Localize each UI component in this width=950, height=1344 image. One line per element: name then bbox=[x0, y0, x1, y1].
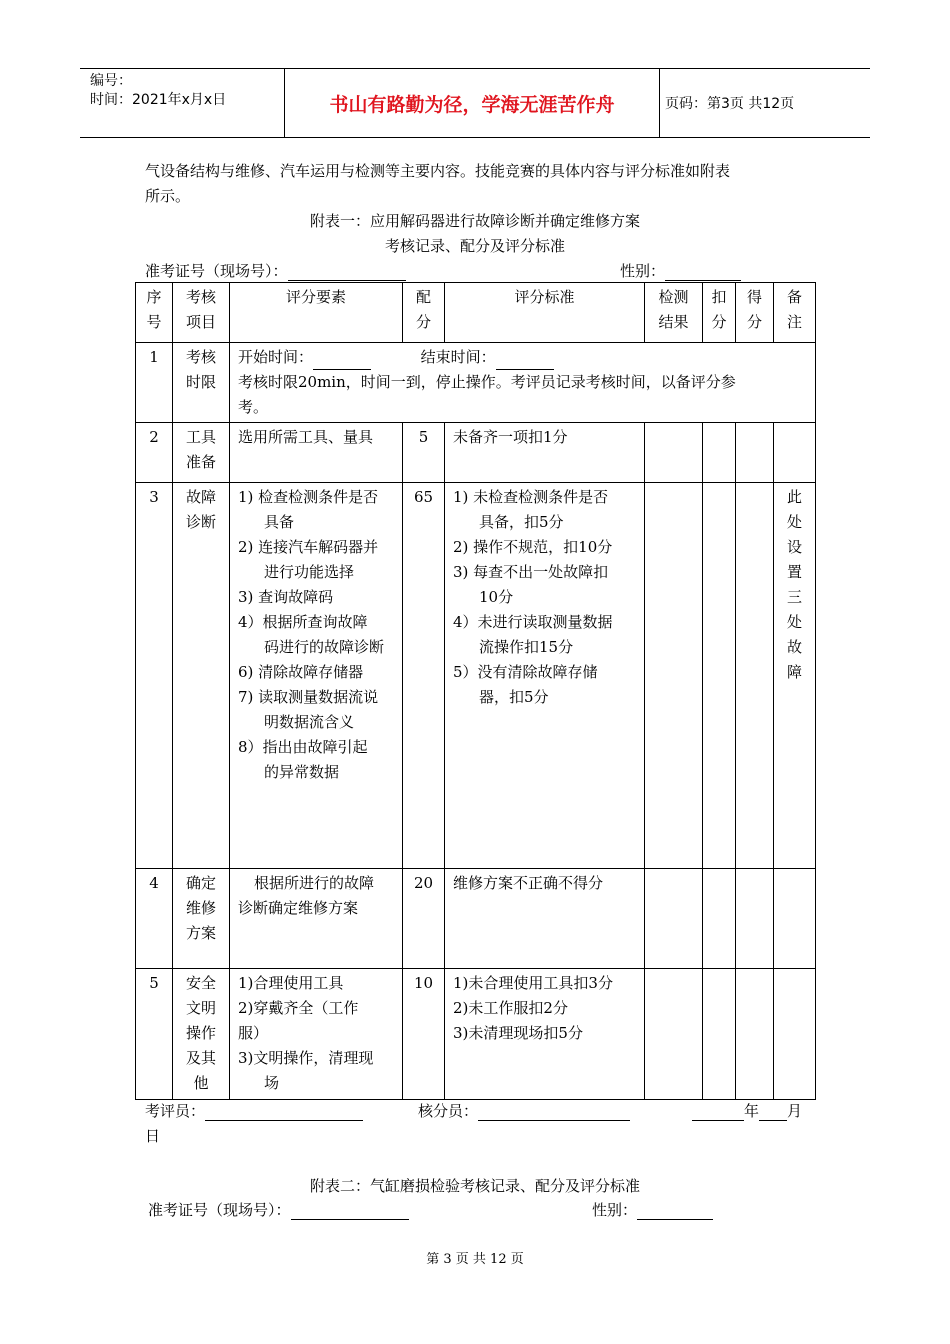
table-row bbox=[136, 869, 816, 969]
header-result: 检测 结果 bbox=[645, 283, 703, 343]
table2-cert-field: 准考证号（现场号）： bbox=[148, 1199, 409, 1220]
checker-field: 核分员： bbox=[418, 1100, 630, 1121]
row1-item: 考核 时限 bbox=[173, 343, 230, 423]
table2-title: 附表二：气缸磨损检验考核记录、配分及评分标准 bbox=[309, 1177, 640, 1195]
row4-elements: 根据所进行的故障 诊断确定维修方案 bbox=[230, 869, 403, 969]
header-item: 考核 项目 bbox=[173, 283, 230, 343]
table-row bbox=[136, 483, 816, 869]
header-page-label: 页码：第3页 共12页 bbox=[665, 96, 795, 112]
row2-points: 5 bbox=[403, 423, 445, 483]
row3-score bbox=[736, 483, 774, 869]
row4-result bbox=[645, 869, 703, 969]
row4-deduct bbox=[703, 869, 736, 969]
row4-points: 20 bbox=[403, 869, 445, 969]
header-elements: 评分要素 bbox=[230, 283, 403, 343]
table1-subtitle: 考核记录、配分及评分标准 bbox=[384, 237, 565, 255]
page-header bbox=[80, 68, 870, 138]
row4-score bbox=[736, 869, 774, 969]
row5-points: 10 bbox=[403, 969, 445, 1100]
header-motto: 书山有路勤为径，学海无涯苦作舟 bbox=[284, 69, 660, 137]
table-header-row bbox=[136, 283, 816, 343]
row2-remark bbox=[774, 423, 816, 483]
row3-elements: 1) 检查检测条件是否 具备 2) 连接汽车解码器并 进行功能选择 3) 查询故障码 4）根据所查询故障 码进行的故障诊断 6) 清除故障存储器 7) 读取测量数据流说 明数据流含义 8）指出由故障引起 的异常数据 bbox=[230, 483, 403, 869]
row2-score bbox=[736, 423, 774, 483]
gender-label: 性别： bbox=[620, 262, 666, 280]
header-meta bbox=[80, 69, 284, 140]
row2-item: 工具 准备 bbox=[173, 423, 230, 483]
intro-line-1: 气设备结构与维修、汽车运用与检测等主要内容。技能竞赛的具体内容与评分标准如附表 bbox=[145, 162, 731, 180]
row2-elements: 选用所需工具、量具 bbox=[230, 423, 403, 483]
header-standard: 评分标准 bbox=[445, 283, 645, 343]
row3-standard: 1) 未检查检测条件是否 具备，扣5分 2) 操作不规范，扣10分 3) 每查不出一处故障扣 10分 4）未进行读取测量数据 流操作扣15分 5）没有清除故障存储 器，扣5分 bbox=[445, 483, 645, 869]
table1-gender-field bbox=[620, 260, 741, 281]
row3-remark: 此 处 设 置 三 处 故 障 bbox=[774, 483, 816, 869]
row2-no: 2 bbox=[136, 423, 173, 483]
header-remark: 备 注 bbox=[774, 283, 816, 343]
header-score: 得 分 bbox=[736, 283, 774, 343]
table1-title: 附表一：应用解码器进行故障诊断并确定维修方案 bbox=[309, 212, 640, 230]
header-deduct: 扣 分 bbox=[703, 283, 736, 343]
row3-result bbox=[645, 483, 703, 869]
row4-remark bbox=[774, 869, 816, 969]
row3-no: 3 bbox=[136, 483, 173, 869]
examiner-field: 考评员： bbox=[145, 1100, 363, 1121]
intro-line-2: 所示。 bbox=[145, 187, 191, 205]
row1-content: 开始时间： 结束时间： 考核时限20min，时间一到，停止操作。考评员记录考核时间，以备评分参 考。 bbox=[230, 343, 816, 423]
table2-gender-field: 性别： bbox=[592, 1199, 713, 1220]
scoring-table bbox=[135, 282, 816, 1100]
row2-deduct bbox=[703, 423, 736, 483]
header-no: 序 号 bbox=[136, 283, 173, 343]
row5-standard: 1)未合理使用工具扣3分 2)未工作服扣2分 3)未清理现场扣5分 bbox=[445, 969, 645, 1100]
date-day-label: 日 bbox=[145, 1127, 161, 1145]
row4-item: 确定 维修 方案 bbox=[173, 869, 230, 969]
row5-remark bbox=[774, 969, 816, 1100]
serial-label: 编号： bbox=[90, 73, 132, 89]
row5-elements: 1)合理使用工具 2)穿戴齐全（工作 服） 3)文明操作，清理现 场 bbox=[230, 969, 403, 1100]
row5-item: 安全 文明 操作 及其 他 bbox=[173, 969, 230, 1100]
row4-no: 4 bbox=[136, 869, 173, 969]
table-row bbox=[136, 969, 816, 1100]
row3-item: 故障 诊断 bbox=[173, 483, 230, 869]
row4-standard: 维修方案不正确不得分 bbox=[445, 869, 645, 969]
row5-result bbox=[645, 969, 703, 1100]
time-label: 时间：2021年x月x日 bbox=[90, 92, 227, 108]
cert-blank bbox=[288, 280, 406, 281]
date-field: 年 月 bbox=[692, 1100, 802, 1121]
table1-cert-field bbox=[145, 260, 406, 281]
table-row bbox=[136, 423, 816, 483]
gender-blank bbox=[665, 280, 741, 281]
row3-deduct bbox=[703, 483, 736, 869]
row2-standard: 未备齐一项扣1分 bbox=[445, 423, 645, 483]
row5-no: 5 bbox=[136, 969, 173, 1100]
row5-score bbox=[736, 969, 774, 1100]
cert-label: 准考证号（现场号）： bbox=[145, 262, 288, 280]
row5-deduct bbox=[703, 969, 736, 1100]
row2-result bbox=[645, 423, 703, 483]
page-footer: 第 3 页 共 12 页 bbox=[426, 1252, 524, 1267]
header-points: 配 分 bbox=[403, 283, 445, 343]
row3-points: 65 bbox=[403, 483, 445, 869]
table-row bbox=[136, 343, 816, 423]
row1-no: 1 bbox=[136, 343, 173, 423]
